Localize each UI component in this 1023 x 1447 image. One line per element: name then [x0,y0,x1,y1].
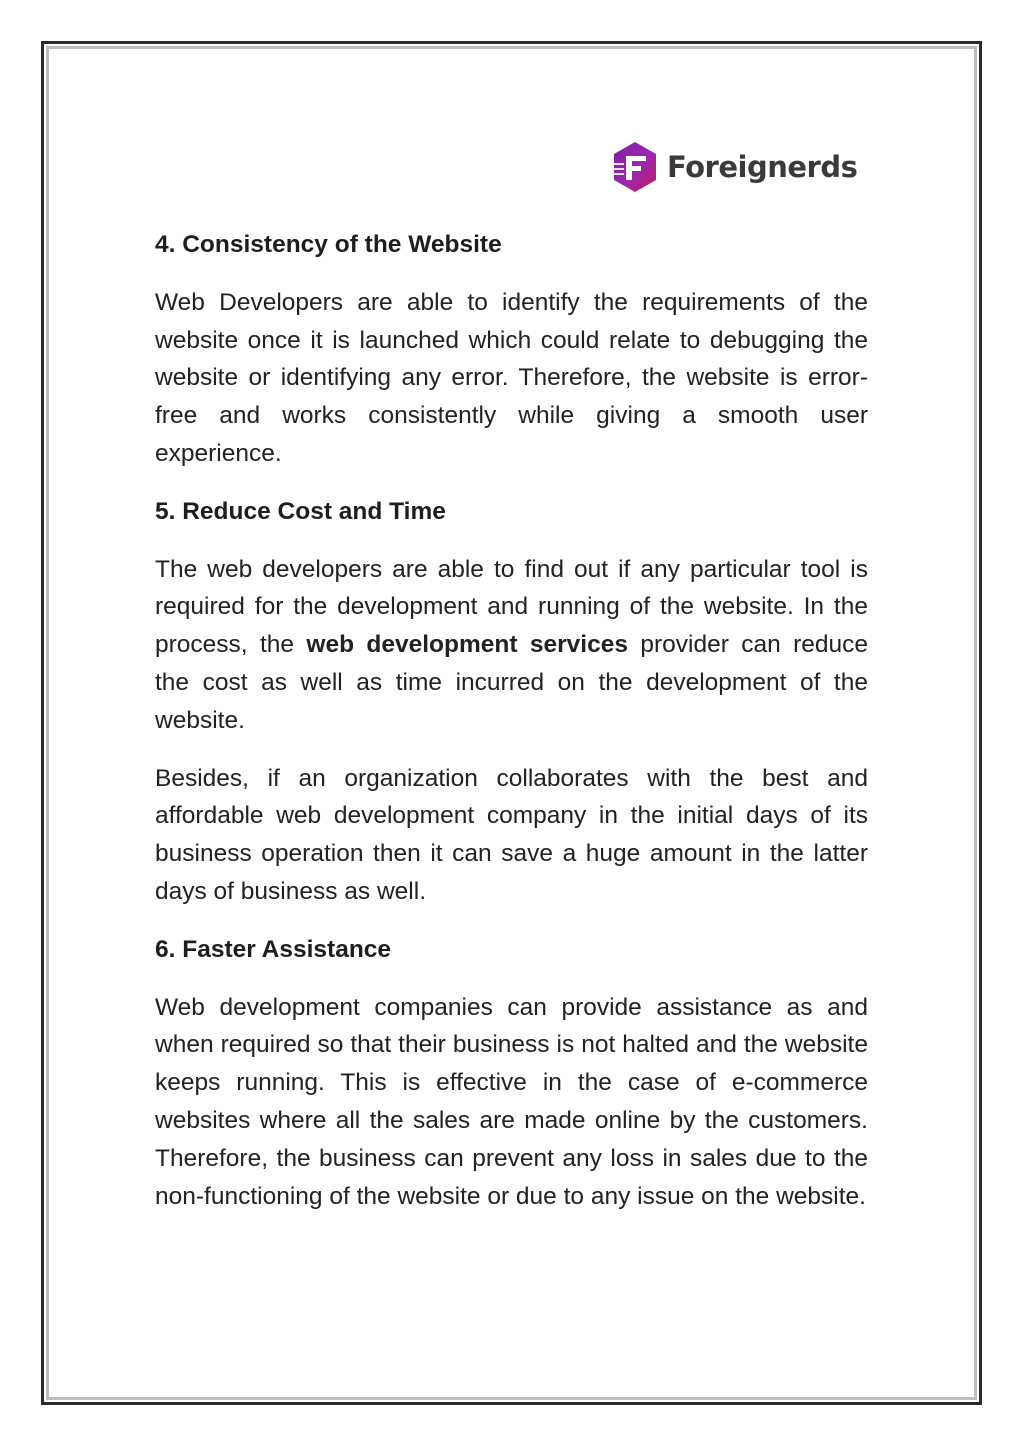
paragraph: Besides, if an organization collaborates with the best and affordable web development company in the initial days of its business operation then it can save a huge amount in the latter days of business as well. [155,764,868,905]
bold-phrase: web development services [306,631,628,659]
paragraph: Web Developers are able to identify the requirements of the website once it is launched which could relate to debugging the website or identifying any error. Therefore, the website is error-free and works consistently while giving a smooth user experience. [155,288,868,467]
brand-name: Foreignerds [667,150,858,184]
section-heading: 5. Reduce Cost and Time [155,497,446,525]
brand-logo [612,139,857,195]
section-heading: 4. Consistency of the Website [155,231,502,258]
foreignerds-f-hexagon-icon [612,141,658,193]
section-heading: 6. Faster Assistance [155,935,392,963]
paragraph: Web development companies can provide assistance as and when required so that their business is not halted and the website keeps running. This is effective in the case of e-commerce websites where all the sales are made online by the customers. Therefore, the business can prevent any loss in sales due to the non-functioning of the website or due to any issue on the website. [155,993,868,1210]
paragraph: The web developers are able to find out if any particular tool is required for the development and running of the website. In the process, the web development services provider can reduce the cost as well as time incurred on the development of the website. [155,555,868,734]
document-body [155,226,868,1235]
